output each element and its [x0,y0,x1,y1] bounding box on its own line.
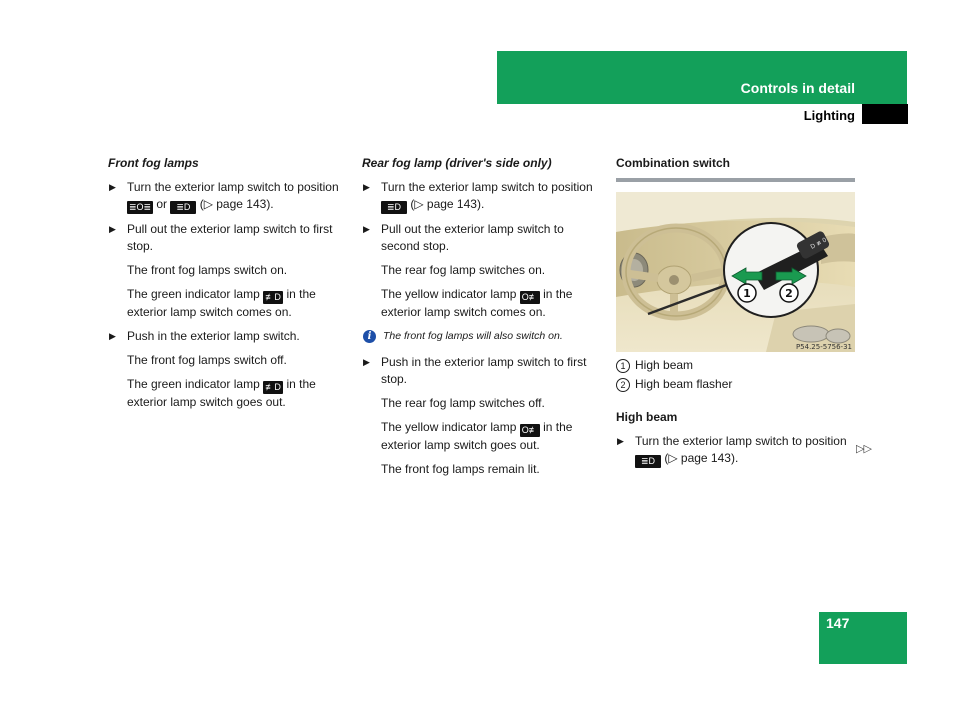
result-text: The yellow indicator lamp O≢ in the exterior lamp switch goes out. [381,420,573,452]
result-text: The front fog lamps switch on. [127,263,288,277]
low-beam-icon: ≣D [170,201,196,214]
figure-code: P54.25-5756-31 [795,343,852,351]
result-text: The rear fog lamp switches off. [381,396,545,410]
step-list-item: ▶ Turn the exterior lamp switch to position ≣D (▷ page 143). [617,434,847,466]
svg-text:D ≢ 0: D ≢ 0 [809,236,828,251]
bullet-icon: ▶ [617,436,624,446]
car-interior-illustration [616,192,855,352]
figure-legend [616,357,856,393]
callout-2-label: 2 [785,287,793,300]
legend-item: 1 High beam [616,357,856,374]
result-text: The green indicator lamp ≢D in the exterior lamp switch goes out. [127,377,316,409]
callout-1-label: 1 [743,287,751,300]
step-list-item: ▶ Turn the exterior lamp switch to position ≣O≣ or ≣D (▷ page 143). [109,180,339,212]
step-list-item: ▶ Pull out the exterior lamp switch to second stop. [363,222,564,253]
info-icon: i [363,330,376,343]
column-rear-fog-lamp [362,155,602,485]
result-text: The yellow indicator lamp O≢ in the exterior lamp switch comes on. [381,287,573,319]
front-fog-icon: ≢D [263,381,283,394]
step-list-item: ▶ Push in the exterior lamp switch to first stop. [363,355,587,386]
bullet-icon: ▶ [363,224,370,234]
bullet-icon: ▶ [109,182,116,192]
rear-fog-icon: O≢ [521,292,538,302]
result-text: The green indicator lamp ≢D in the exterior lamp switch comes on. [127,287,316,319]
front-fog-icon: ≢D [263,291,283,304]
column-combination-switch [616,155,856,475]
heading-rule [616,178,855,182]
combination-switch-heading: Combination switch [616,156,730,170]
result-text: The rear fog lamp switches on. [381,263,546,277]
high-beam-heading: High beam [616,410,678,424]
bullet-icon: ▶ [363,182,370,192]
continued-marker: ▷▷ [856,443,871,455]
front-fog-heading: Front fog lamps [108,156,199,170]
bullet-icon: ▶ [109,331,116,341]
step-list-item: ▶ Turn the exterior lamp switch to position ≣D (▷ page 143). [363,180,593,212]
legend-item: 2 High beam flasher [616,376,856,393]
info-note: i The front fog lamps will also switch on. [362,328,602,345]
column-front-fog-lamps [108,155,348,418]
rear-fog-icon: O≢ [521,425,538,435]
bullet-icon: ▶ [109,224,116,234]
combination-switch-figure [616,192,855,352]
header-tab-marker [862,104,908,124]
legend-number: 2 [616,378,630,392]
low-beam-icon: ≣D [635,455,661,468]
header-band [497,51,907,104]
parking-lamp-icon: ≣O≣ [128,202,152,212]
low-beam-icon: ≣D [381,201,407,214]
subsection-title: Lighting [803,108,855,123]
section-title: Controls in detail [740,80,855,96]
step-list-item: ▶ Push in the exterior lamp switch. [109,329,300,343]
legend-number: 1 [616,359,630,373]
result-text: The front fog lamps remain lit. [381,462,540,476]
step-list-item: ▶ Pull out the exterior lamp switch to first stop. [109,222,333,253]
result-text: The front fog lamps switch off. [127,353,287,367]
rear-fog-heading: Rear fog lamp (driver's side only) [362,156,552,170]
page-number: 147 [826,615,850,631]
bullet-icon: ▶ [363,357,370,367]
